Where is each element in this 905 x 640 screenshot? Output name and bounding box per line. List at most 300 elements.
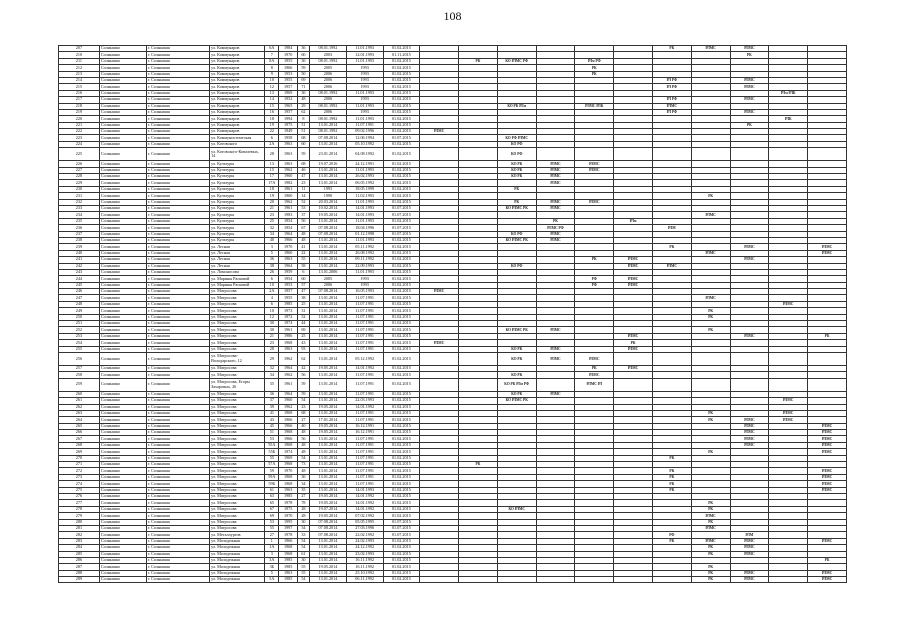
cell-d3: 01.02.2015 [383,474,420,480]
cell-k: 36 [297,58,309,64]
cell-d2: 1993 [346,97,383,103]
cell-d3: 01.02.2015 [383,65,420,71]
mark-cell: РЛМС [614,365,653,371]
cell-h: 36 [265,391,279,397]
cell-s: Солнышко [99,116,146,122]
cell-h: 6 [265,276,279,282]
mark-cell [459,378,498,391]
cell-y: 1966 [279,538,297,544]
mark-cell: РЛМС [730,430,769,436]
cell-d1: 19.05.2014 [310,500,347,506]
cell-d3: 01.02.2015 [383,436,420,442]
mark-cell: РК [691,327,730,333]
cell-d1: 08.01.1992 [310,58,347,64]
cell-st: ул. Матросова, Егоры Захаровых, 26 [210,378,265,391]
cell-k: 68 [297,410,309,416]
cell-s: Солнышко [99,225,146,231]
cell-p: г. Солнышко [146,500,209,506]
cell-st: ул. Культуры [210,167,265,173]
cell-y: 1986 [279,333,297,339]
cell-y: 1962 [279,404,297,410]
cell-id: 255 [59,346,100,352]
cell-d3: 01.02.2015 [383,180,420,186]
cell-y: 1954 [279,225,297,231]
cell-s: Солнышко [99,199,146,205]
cell-st: ул. Матросова-Володарского, 12 [210,352,265,365]
cell-d3: 01.02.2015 [383,103,420,109]
cell-st: ул. Молодежная [210,538,265,544]
cell-d2: 11.01.1993 [346,167,383,173]
cell-id: 236 [59,225,100,231]
cell-id: 289 [59,577,100,583]
cell-k: 55 [297,257,309,263]
cell-st: ул. Матросова [210,513,265,519]
cell-d1: 13.01.2014 [310,378,347,391]
cell-d2: 1993 [346,282,383,288]
mark-cell: КО РЛМС [497,506,536,512]
cell-y: 1973 [279,308,297,314]
cell-s: Солнышко [99,282,146,288]
cell-h: 13 [265,90,279,96]
mark-cell: РЛМС [614,276,653,282]
cell-st: ул. Матросова [210,474,265,480]
cell-h: 6 [265,301,279,307]
cell-d3: 01.02.2015 [383,269,420,275]
cell-st: ул. Культуры [210,161,265,167]
cell-p: г. Солнышко [146,513,209,519]
cell-h: 61 [265,487,279,493]
cell-p: г. Солнышко [146,346,209,352]
cell-d2: 11.07.1991 [346,462,383,468]
cell-s: Солнышко [99,231,146,237]
cell-k: 28 [297,506,309,512]
cell-h: 55Б [265,449,279,455]
cell-k: 73 [297,462,309,468]
cell-y: 1949 [279,129,297,135]
cell-k: 56 [297,372,309,378]
cell-k: 42 [297,365,309,371]
cell-y: 1957 [279,84,297,90]
cell-d2: 11.07.1991 [346,346,383,352]
mark-cell: РЛМС [575,167,614,173]
cell-y: 1963 [279,570,297,576]
cell-d1: 07.08.2014 [310,519,347,525]
cell-d2: 11.07.1991 [346,474,383,480]
cell-p: г. Солнышко [146,289,209,295]
mark-cell: РК [575,71,614,77]
cell-id: 279 [59,513,100,519]
mark-cell [769,148,808,161]
cell-s: Солнышко [99,257,146,263]
cell-id: 287 [59,564,100,570]
cell-d3: 01.02.2015 [383,289,420,295]
cell-st: ул. Культуры [210,193,265,199]
cell-h: 39 [265,404,279,410]
cell-d2: 11.07.1991 [346,449,383,455]
cell-k: 27 [297,494,309,500]
mark-cell: РК [652,244,691,250]
cell-h: 3 [265,244,279,250]
mark-cell [652,577,691,583]
cell-d3: 01.02.2015 [383,321,420,327]
cell-k: 67 [297,225,309,231]
cell-d1: 07.08.2014 [310,532,347,538]
cell-st: ул. Ломоносова [210,269,265,275]
mark-cell: РЛм [614,218,653,224]
cell-id: 266 [59,430,100,436]
cell-st: ул. Лесная [210,250,265,256]
mark-cell: РК [652,46,691,52]
cell-st: ул. Матросова [210,487,265,493]
mark-cell: РЛМС [536,391,575,397]
cell-d1: 19.07.2014 [310,506,347,512]
cell-d2: 16.11.1992 [346,557,383,563]
mark-cell [575,148,614,161]
cell-d1: 2006 [310,84,347,90]
cell-id: 230 [59,186,100,192]
cell-d1: 13.01.2014 [310,250,347,256]
mark-cell: РК [497,199,536,205]
cell-d2: 11.01.1993 [346,58,383,64]
cell-st: ул. Коммунаров [210,129,265,135]
cell-y: 1997 [279,525,297,531]
cell-d3: 01.02.2015 [383,352,420,365]
cell-id: 210 [59,52,100,58]
mark-cell [769,352,808,365]
cell-k: 30 [297,519,309,525]
mark-cell: РК [652,481,691,487]
cell-d2: 11.01.1993 [346,90,383,96]
cell-h: 3А [265,557,279,563]
mark-cell: РК [691,500,730,506]
cell-st: ул. Матросова [210,436,265,442]
cell-h: 5А [265,577,279,583]
cell-p: г. Солнышко [146,103,209,109]
mark-cell: РК [691,577,730,583]
cell-y: 1968 [279,442,297,448]
cell-s: Солнышко [99,109,146,115]
cell-s: Солнышко [99,423,146,429]
cell-st: ул. Лесная [210,263,265,269]
cell-d2: 11.07.1991 [346,417,383,423]
cell-d1: 13.01.2014 [310,557,347,563]
mark-cell: РЛМС [536,237,575,243]
cell-h: 3 [265,551,279,557]
cell-h: 26 [265,269,279,275]
cell-id: 272 [59,468,100,474]
cell-k: 14 [297,193,309,199]
cell-id: 249 [59,308,100,314]
cell-d3: 01.02.2015 [383,481,420,487]
cell-s: Солнышко [99,52,146,58]
cell-y: 1978 [279,500,297,506]
cell-h: 20 [265,199,279,205]
mark-cell [536,577,575,583]
cell-d1: 07.08.2014 [310,525,347,531]
mark-cell: РЛМС [730,577,769,583]
cell-st: ул. Котовского-Ковалевых, 14 [210,148,265,161]
cell-st: ул. Коммунаров [210,103,265,109]
cell-d2: 09.02.1996 [346,129,383,135]
cell-k: 48 [297,97,309,103]
cell-k: 52 [297,199,309,205]
cell-h: 6А [265,46,279,52]
mark-cell: РЛМС [769,417,808,423]
cell-h: 8 [265,65,279,71]
cell-s: Солнышко [99,161,146,167]
cell-y: 1985 [279,577,297,583]
cell-st: ул. Коммунаров [210,90,265,96]
mark-cell: РК [691,551,730,557]
cell-y: 1975 [279,122,297,128]
cell-y: 1955 [279,295,297,301]
cell-k: 56 [297,218,309,224]
cell-d2: 11.07.1991 [346,455,383,461]
mark-cell [652,378,691,391]
cell-d1: 13.01.2014 [310,218,347,224]
cell-p: г. Солнышко [146,116,209,122]
cell-y: 1968 [279,474,297,480]
cell-h: 1 [265,538,279,544]
mark-cell [420,378,459,391]
mark-cell: РЛМ [730,532,769,538]
cell-st: ул. Матросова [210,494,265,500]
cell-h: 23 [265,340,279,346]
cell-y: 1970 [279,244,297,250]
mark-cell: РК [575,257,614,263]
cell-p: г. Солнышко [146,423,209,429]
mark-cell: РК [691,417,730,423]
cell-p: г. Солнышко [146,352,209,365]
cell-s: Солнышко [99,276,146,282]
cell-d2: 22.02.1992 [346,532,383,538]
cell-s: Солнышко [99,65,146,71]
cell-d1: 2006 [310,282,347,288]
cell-d3: 01.02.2015 [383,538,420,544]
cell-s: Солнышко [99,167,146,173]
cell-id: 278 [59,506,100,512]
cell-h: 63 [265,494,279,500]
cell-s: Солнышко [99,193,146,199]
mark-cell: РК [691,506,730,512]
cell-d3: 01.02.2015 [383,186,420,192]
cell-k: 56 [297,436,309,442]
cell-s: Солнышко [99,468,146,474]
cell-d2: 16.12.1991 [346,423,383,429]
mark-cell: РЛМС [691,513,730,519]
cell-id: 285 [59,551,100,557]
cell-st: ул. Матросова [210,525,265,531]
cell-s: Солнышко [99,122,146,128]
mark-cell: РК [808,333,847,339]
cell-h: 2А [265,289,279,295]
mark-cell: РЛМС [536,346,575,352]
cell-d3: 01.02.2015 [383,129,420,135]
cell-s: Солнышко [99,398,146,404]
mark-cell: КО РЛМС РФ [497,58,536,64]
cell-d1: 13.01.2014 [310,321,347,327]
cell-st: ул. Марины Расковой [210,276,265,282]
cell-h: 32 [265,365,279,371]
cell-s: Солнышко [99,410,146,416]
cell-p: г. Солнышко [146,442,209,448]
cell-k: 51 [297,129,309,135]
mark-cell [652,148,691,161]
mark-cell: РК [497,186,536,192]
cell-k: 93 [297,346,309,352]
mark-cell: РЛМС [536,327,575,333]
cell-s: Солнышко [99,135,146,141]
cell-p: г. Солнышко [146,340,209,346]
cell-id: 231 [59,193,100,199]
cell-id: 277 [59,500,100,506]
cell-p: г. Солнышко [146,494,209,500]
cell-s: Солнышко [99,314,146,320]
cell-k: 31 [297,308,309,314]
mark-cell: РЛМС [730,436,769,442]
cell-id: 265 [59,423,100,429]
mark-cell [730,148,769,161]
cell-d1: 13.01.2014 [310,481,347,487]
cell-p: г. Солнышко [146,525,209,531]
mark-cell: РЛМС [730,257,769,263]
cell-d1: 1990 [310,193,347,199]
cell-d3: 01.02.2015 [383,263,420,269]
mark-cell: РК [691,519,730,525]
cell-st: ул. Культуры [210,180,265,186]
cell-d3: 01.07.2015 [383,231,420,237]
cell-k: 62 [297,352,309,365]
cell-p: г. Солнышко [146,468,209,474]
cell-h: 28 [265,148,279,161]
cell-h: 18 [265,186,279,192]
cell-id: 224 [59,141,100,147]
cell-s: Солнышко [99,557,146,563]
cell-p: г. Солнышко [146,487,209,493]
cell-y: 1968 [279,340,297,346]
cell-d2: 11.07.1991 [346,442,383,448]
cell-id: 215 [59,84,100,90]
mark-cell [730,352,769,365]
cell-d2: 11.07.1991 [346,378,383,391]
cell-d1: 1993 [310,186,347,192]
cell-p: г. Солнышко [146,199,209,205]
cell-k: 35 [297,487,309,493]
cell-st: ул. Металлургов [210,532,265,538]
cell-k: 43 [297,340,309,346]
cell-p: г. Солнышко [146,538,209,544]
cell-id: 214 [59,77,100,83]
cell-d1: 13.01.2014 [310,237,347,243]
mark-cell: РЛМС [808,250,847,256]
cell-d3: 01.02.2015 [383,237,420,243]
cell-d3: 01.02.2015 [383,423,420,429]
cell-p: г. Солнышко [146,269,209,275]
cell-st: ул. Лесная [210,257,265,263]
cell-k: 51 [297,122,309,128]
cell-h: 10 [265,282,279,288]
cell-h: 5 [265,250,279,256]
cell-id: 250 [59,314,100,320]
mark-cell: РЛМС [808,449,847,455]
cell-st: ул. Матросова [210,321,265,327]
cell-d2: 16.12.1991 [346,430,383,436]
cell-d3: 01.07.2015 [383,525,420,531]
mark-cell: РК [691,308,730,314]
cell-p: г. Солнышко [146,84,209,90]
mark-cell: РЛМС [614,282,653,288]
cell-id: 216 [59,90,100,96]
cell-s: Солнышко [99,263,146,269]
cell-d3: 01.07.2015 [383,532,420,538]
table-row [59,148,847,161]
cell-k: 47 [297,174,309,180]
cell-h: 67 [265,506,279,512]
cell-k: 55 [297,570,309,576]
cell-y: 1968 [279,430,297,436]
cell-h: 7 [265,52,279,58]
mark-cell: РК [536,218,575,224]
cell-s: Солнышко [99,218,146,224]
cell-s: Солнышко [99,513,146,519]
cell-s: Солнышко [99,129,146,135]
cell-d2: 23.02.1993 [346,551,383,557]
cell-id: 243 [59,269,100,275]
mark-cell [497,577,536,583]
cell-h: 25 [265,218,279,224]
mark-cell [652,352,691,365]
mark-cell: РК [691,410,730,416]
cell-h: 22 [265,129,279,135]
cell-d1: 13.01.2014 [310,398,347,404]
cell-p: г. Солнышко [146,129,209,135]
mark-cell [614,148,653,161]
cell-y: 1953 [279,282,297,288]
cell-k: 48 [297,430,309,436]
cell-d2: 11.01.1993 [346,199,383,205]
cell-id: 267 [59,436,100,442]
cell-k: 33 [297,532,309,538]
mark-cell: РЛМС [614,333,653,339]
cell-p: г. Солнышко [146,180,209,186]
cell-d3: 01.02.2015 [383,46,420,52]
mark-cell: РЛМС [730,417,769,423]
cell-d1: 13.01.2014 [310,449,347,455]
cell-d1: 13.01.2014 [310,372,347,378]
table-row [59,577,847,583]
cell-d1: 19.05.2014 [310,564,347,570]
cell-st: ул. Коммунаров [210,84,265,90]
cell-d2: 11.07.1991 [346,372,383,378]
cell-s: Солнышко [99,500,146,506]
register-table-body [59,46,847,583]
mark-cell: РК [652,538,691,544]
mark-cell: РК [575,65,614,71]
cell-d1: 19.05.2014 [310,513,347,519]
cell-st: ул. Культуры [210,174,265,180]
cell-s: Солнышко [99,340,146,346]
mark-cell: РЛМС [808,577,847,583]
cell-d2: 1993 [346,84,383,90]
mark-cell: РЛМС [575,372,614,378]
cell-d1: 13.01.2014 [310,333,347,339]
cell-d3: 01.02.2015 [383,257,420,263]
cell-y: 1968 [279,545,297,551]
cell-s: Солнышко [99,346,146,352]
cell-st: ул. Матросова [210,481,265,487]
cell-s: Солнышко [99,174,146,180]
mark-cell: КО РФ [497,148,536,161]
